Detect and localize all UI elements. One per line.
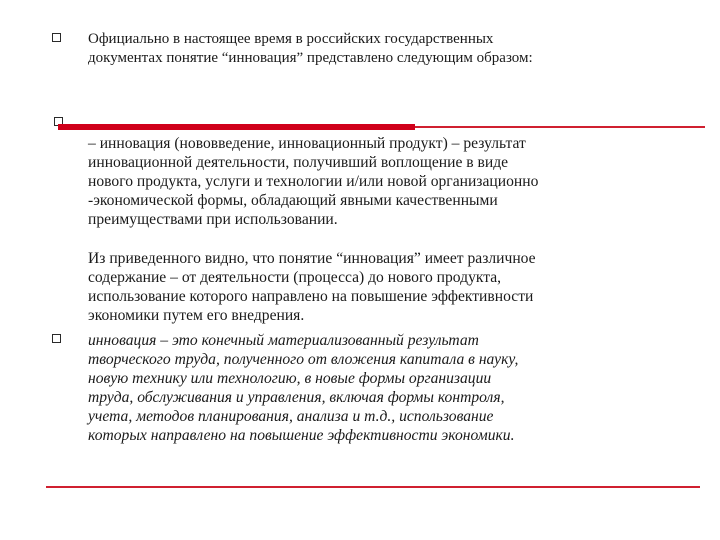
explanation-line: содержание – от деятельности (процесса) до нового продукта, [88,269,502,286]
intro-line: Официально в настоящее время в российских государственных [88,31,494,47]
explanation-line: Из приведенного видно, что понятие “инновация” имеет различное [88,250,536,267]
intro-paragraph [88,30,688,68]
explanation-line: использование которого направлено на повышение эффективности [88,288,534,305]
intro-line: документах понятие “инновация” представлено следующим образом: [88,50,533,66]
alt-definition-line: труда, обслуживания и управления, включая формы контроля, [88,389,505,406]
explanation-paragraph [88,249,688,325]
red-divider-thick [58,124,415,130]
alt-definition-line: учета, методов планирования, анализа и т.д., использование [88,408,494,425]
alt-definition-line: творческого труда, полученного от вложения капитала в науку, [88,351,519,368]
bullet-square-icon [52,334,61,343]
explanation-line: экономики путем его внедрения. [88,307,305,324]
definition-line: инновационной деятельности, получивший воплощение в виде [88,154,509,171]
bottom-red-divider [46,486,700,488]
alt-definition-line: инновация – это конечный материализованный результат [88,332,479,349]
alt-definition-line: новую технику или технологию, в новые формы организации [88,370,492,387]
official-definition [88,134,688,229]
definition-line: -экономической формы, обладающий явными качественными [88,192,498,209]
definition-line: нового продукта, услуги и технологии и/или новой организационно [88,173,539,190]
definition-line: – инновация (нововведение, инновационный продукт) – результат [88,135,526,152]
bullet-square-icon [52,33,61,42]
red-divider-thin [415,126,705,128]
definition-line: преимуществами при использовании. [88,211,338,228]
alternative-definition [88,331,688,445]
alt-definition-line: которых направлено на повышение эффективности экономики. [88,427,515,444]
